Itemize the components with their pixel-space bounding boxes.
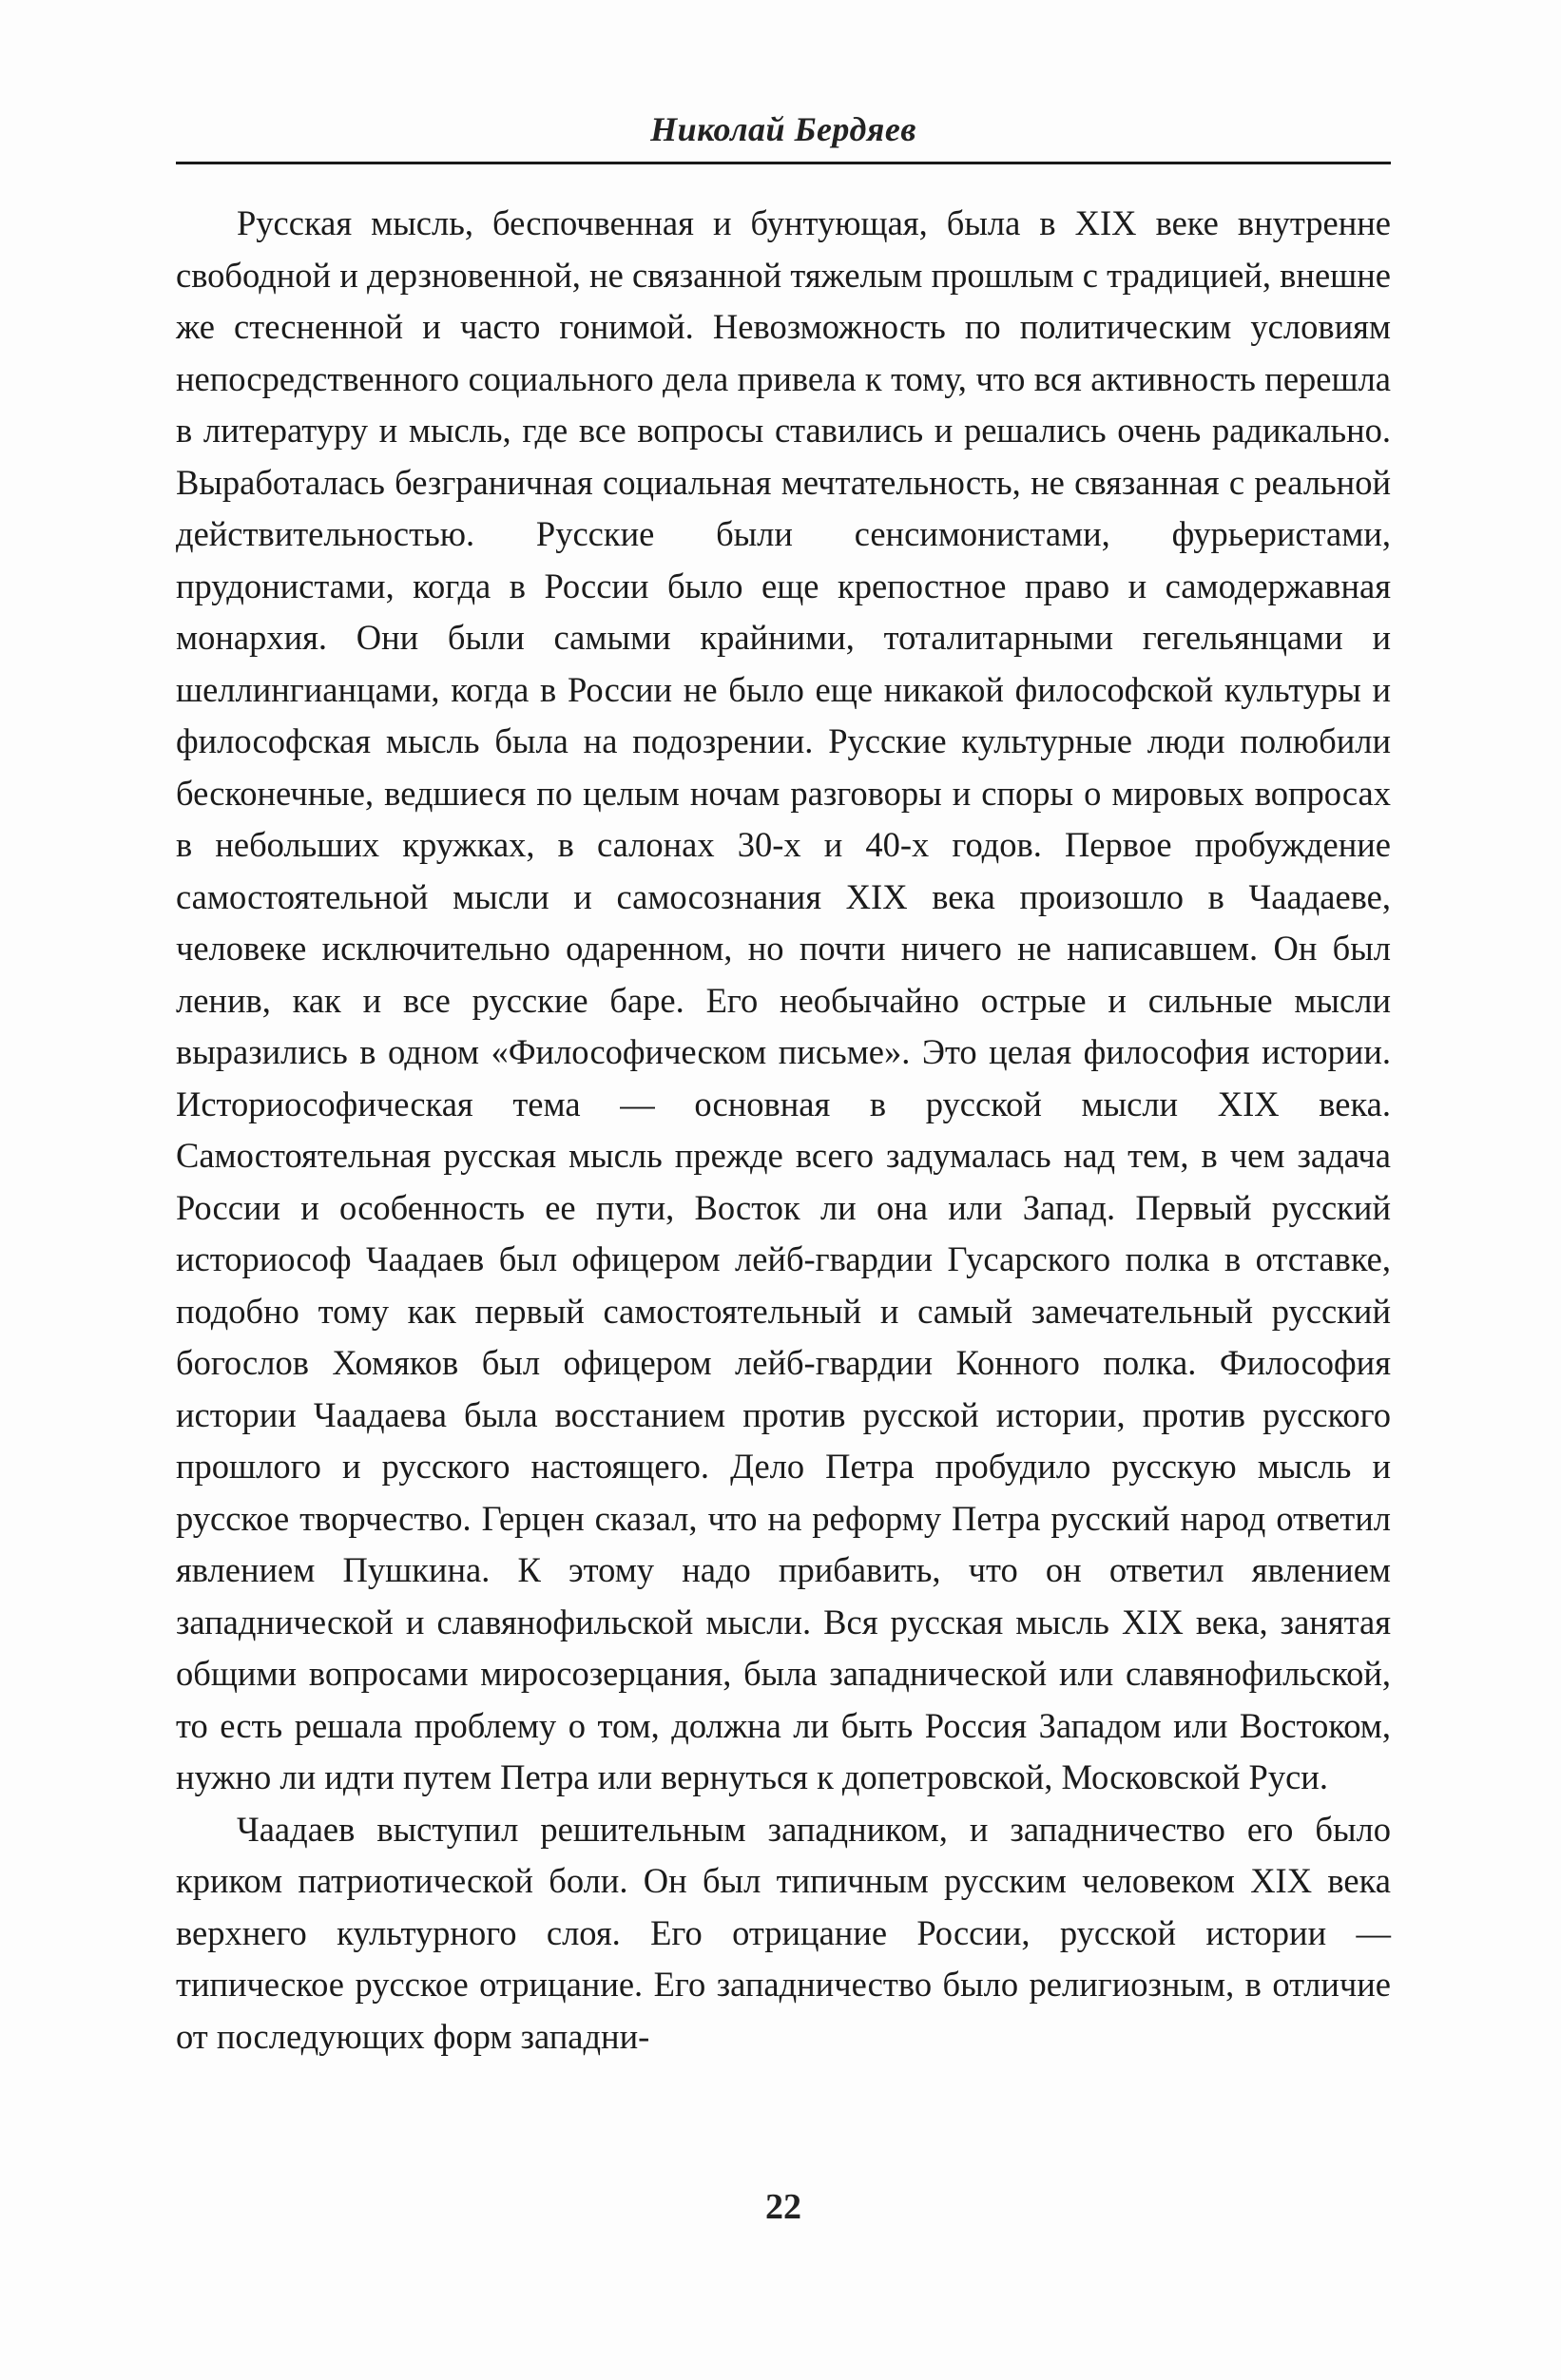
running-head: Николай Бердяев (650, 110, 916, 148)
paragraph: Чаадаев выступил решительным западником, и западничество его было криком патриотической боли. Он был типичным русским человеком XIX века верхнего культурного слоя. Его отрицание России, русской истории — типическое русское отрицание. Его западничество было религиозным, в отличие от последующих форм западни- (176, 1809, 1391, 2056)
paragraph: Русская мысль, беспочвенная и бунтующая, была в XIX веке внутренне свободной и дерзновенной, не связанной тяжелым прошлым с традицией, внешне же стесненной и часто гонимой. Невозможность по политическим условиям непосредственного социального дела привела к тому, что вся активность перешла в литературу и мысль, где все вопросы ставились и решались очень радикально. Выработалась безграничная социальная мечтательность, не связанная с реальной действительностью. Русские были сенсимонистами, фурьеристами, прудонистами, когда в России было еще крепостное право и самодержавная монархия. Они были самыми крайними, тоталитарными гегельянцами и шеллингианцами, когда в России не было еще никакой философской культуры и философская мысль была на подозрении. Русские культурные люди полюбили бесконечные, ведшиеся по целым ночам разговоры и споры о мировых вопросах в небольших кружках, в салонах 30-х и 40-х годов. Первое пробуждение самостоятельной мысли и самосознания XIX века произошло в Чаадаеве, человеке исключительно одаренном, но почти ничего не написавшем. Он был ленив, как и все русские баре. Его необычайно острые и сильные мысли выразились в одном «Философическом письме». Это целая философия истории. Историософическая тема — основная в русской мысли XIX века. Самостоятельная русская мысль прежде всего задумалась над тем, в чем задача России и особенность ее пути, Восток ли она или Запад. Первый русский историософ Чаадаев был офицером лейб-гвардии Гусарского полка в отставке, подобно тому как первый самостоятельный и самый замечательный русский богослов Хомяков был офицером лейб-гвардии Конного полка. Философия истории Чаадаева была восстанием против русской истории, против русского прошлого и русского настоящего. Дело Петра пробудило русскую мысль и русское творчество. Герцен сказал, что на реформу Петра русский народ ответил явлением Пушкина. К этому надо прибавить, что он ответил явлением западнической и славянофильской мысли. Вся русская мысль XIX века, занятая общими вопросами миросозерцания, была западнической или славянофильской, то есть решала проблему о том, должна ли быть Россия Западом или Востоком, нужно ли идти путем Петра или вернуться к допетровской, Московской Руси. (176, 203, 1391, 1796)
page-number: 22 (765, 2187, 801, 2227)
header-rule (176, 162, 1391, 164)
body-text (176, 198, 1391, 2063)
